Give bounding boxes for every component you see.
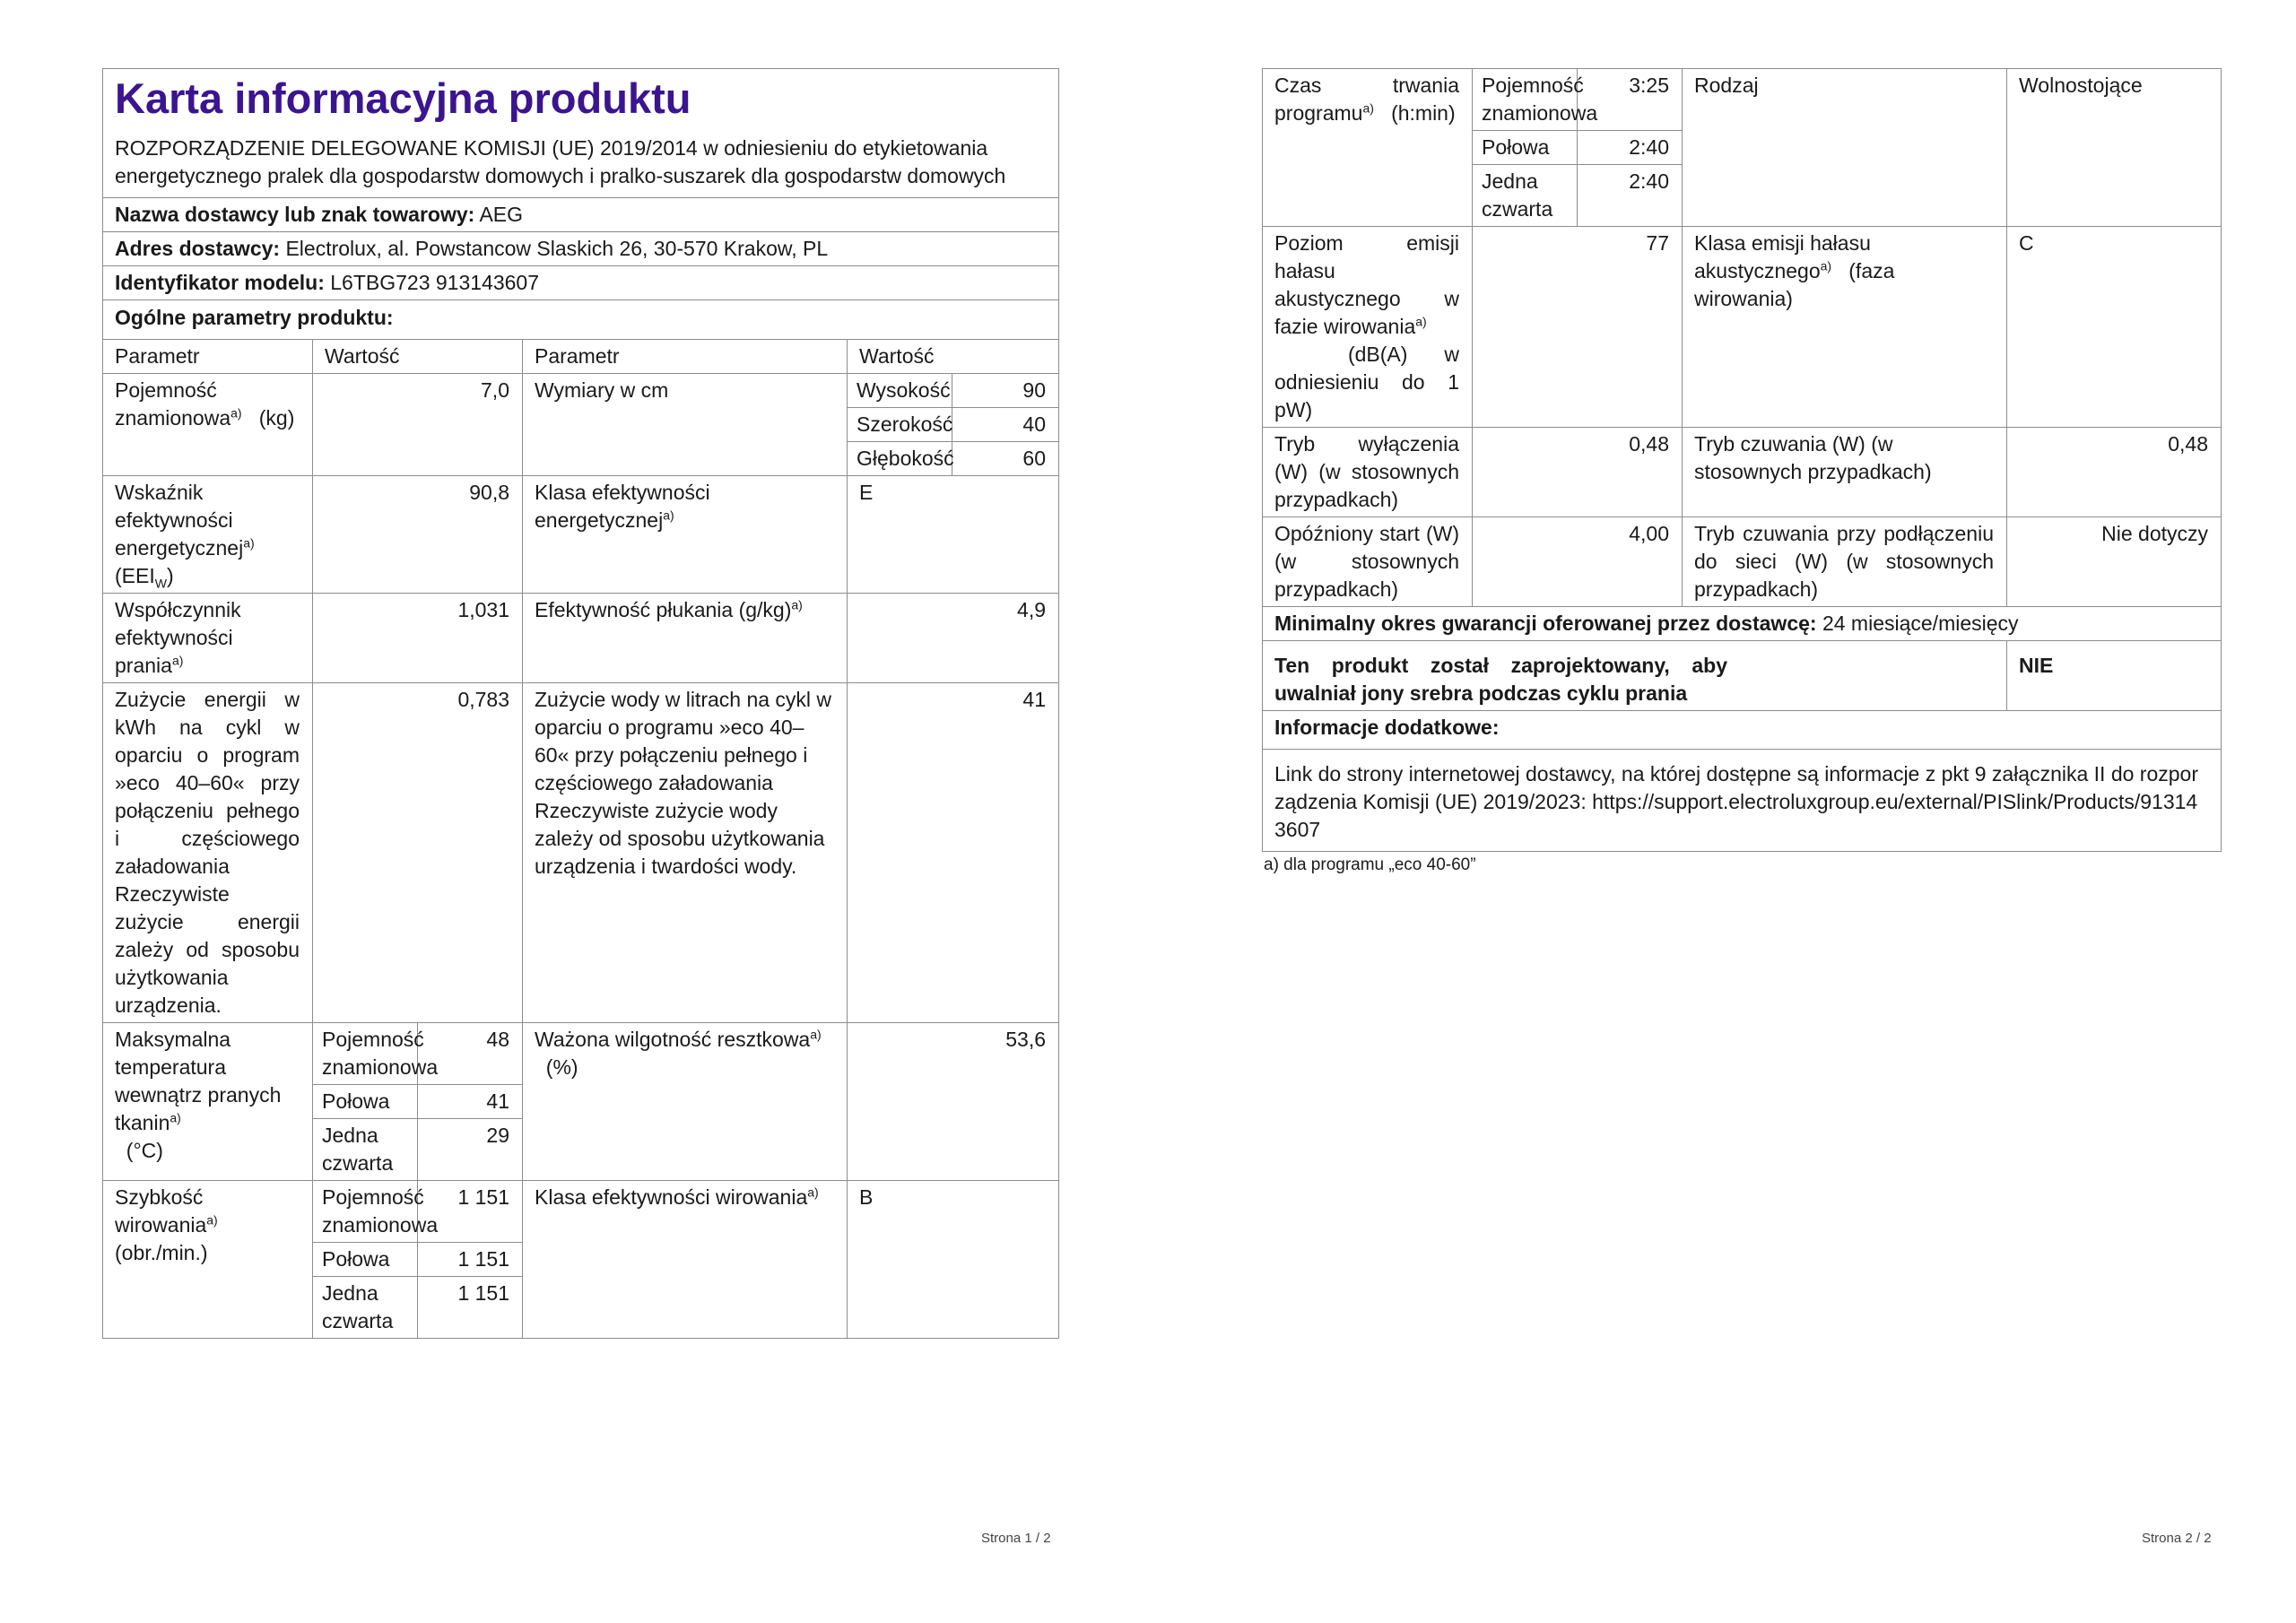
supplier-link-text: Link do strony internetowej dostawcy, na której dostępne są informacje z pkt 9 załącznika II do rozporządzenia Komisji (UE) 2019/2023: https://support.electroluxgroup.eu/external/PISlink/Products/913143607 (1263, 750, 2222, 852)
spin-full-value: 1 151 (418, 1181, 523, 1243)
model-label: Identyfikator modelu: (115, 271, 325, 294)
dimensions-label: Wymiary w cm (523, 374, 848, 476)
page-2 (1262, 68, 2221, 875)
max-temp-load-full: Pojemność znamionowa (313, 1023, 418, 1085)
regulation-text: ROZPORZĄDZENIE DELEGOWANE KOMISJI (UE) 2019/2014 w odniesieniu do etykietowania energetycznego pralek dla gospodarstw domowych i pralko-suszarek dla gospodarstw domowych (115, 136, 1006, 187)
address-value: Electrolux, al. Powstancow Slaskich 26, 30-570 Krakow, PL (285, 237, 829, 260)
depth-value: 60 (952, 442, 1059, 476)
header-cell (103, 69, 1059, 198)
product-info-table (102, 68, 1059, 1339)
warranty-label: Minimalny okres gwarancji oferowanej przez dostawcę: (1274, 612, 1817, 635)
type-value: Wolnostojące (2007, 69, 2222, 227)
spin-quarter-value: 1 151 (418, 1277, 523, 1339)
duration-full-value: 3:25 (1578, 69, 1683, 131)
capacity-label: Pojemność znamionowa$^{a)}$ (kg) (103, 374, 313, 476)
duration-label: Czas trwania programu$^{a)}$ (h:min) (1263, 69, 1473, 227)
duration-load-full: Pojemność znamionowa (1473, 69, 1578, 131)
supplier-row (103, 198, 1059, 232)
eei-label: Wskaźnik efektywności energetycznej$^{a)}$ $(EEI_W)$ (103, 476, 313, 594)
water-consumption-label: Zużycie wody w litrach na cykl w oparciu o programu »eco 40–60« przy połączeniu pełnego i częściowego załadowania Rzeczywiste zużycie wody zależy od sposobu użytkowania urządzenia i twardości wody. (523, 683, 848, 1023)
max-temp-half-value: 41 (418, 1085, 523, 1119)
energy-class-label: Klasa efektywności energetycznej$^{a)}$ (523, 476, 848, 594)
spin-speed-label: Szybkość wirowania$^{a)}$ (obr./min.) (103, 1181, 313, 1339)
spin-load-quarter: Jedna czwarta (313, 1277, 418, 1339)
height-value: 90 (952, 374, 1059, 408)
max-temp-label: Maksymalna temperatura wewnątrz pranych tkanin$^{a)}$ (°C) (103, 1023, 313, 1181)
supplier-label: Nazwa dostawcy lub znak towarowy: (115, 203, 475, 226)
rinse-efficiency-label: Efektywność płukania $(g/kg)^{a)}$ (523, 594, 848, 683)
max-temp-full-value: 48 (418, 1023, 523, 1085)
address-label: Adres dostawcy: (115, 237, 281, 260)
network-standby-label: Tryb czuwania przy podłączeniu do sieci (W) (w stosownych przypadkach) (1683, 517, 2007, 607)
water-consumption-value: 41 (848, 683, 1059, 1023)
spin-load-full: Pojemność znamionowa (313, 1181, 418, 1243)
max-temp-load-half: Połowa (313, 1085, 418, 1119)
model-row (103, 266, 1059, 300)
max-temp-load-quarter: Jedna czwarta (313, 1119, 418, 1181)
off-mode-label: Tryb wyłączenia (W) (w stosownych przypadkach) (1263, 428, 1473, 517)
page-1-footer: Strona 1 / 2 (981, 1531, 1051, 1546)
noise-label: Poziom emisji hałasu akustycznego w fazie wirowania$^{a)}$ (dB(A) w odniesieniu do 1 pW) (1263, 227, 1473, 428)
duration-load-quarter: Jedna czwarta (1473, 165, 1578, 227)
humidity-label: Ważona wilgotność resztkowa$^{a)}$ (%) (523, 1023, 848, 1181)
energy-class-value: E (848, 476, 1059, 594)
height-label: Wysokość (848, 374, 952, 408)
spin-class-value: B (848, 1181, 1059, 1339)
warranty-row (1263, 607, 2222, 641)
spin-class-label: Klasa efektywności wirowania$^{a)}$ (523, 1181, 848, 1339)
capacity-value: 7,0 (313, 374, 523, 476)
network-standby-value: Nie dotyczy (2007, 517, 2222, 607)
col-header-param-2: Parametr (523, 340, 848, 374)
page-2-footer: Strona 2 / 2 (2142, 1531, 2212, 1546)
noise-class-value: C (2007, 227, 2222, 428)
off-mode-value: 0,48 (1473, 428, 1683, 517)
additional-info-label: Informacje dodatkowe: (1263, 711, 2222, 750)
model-value: L6TBG723 913143607 (330, 271, 540, 294)
product-info-table-2 (1262, 68, 2222, 852)
supplier-value: AEG (479, 203, 524, 226)
noise-class-label: Klasa emisji hałasu akustycznego$^{a)}$ (faza wirowania) (1683, 227, 2007, 428)
width-value: 40 (952, 408, 1059, 442)
silver-ions-label: Ten produkt został zaprojektowany, aby uwalniał jony srebra podczas cyklu prania (1274, 654, 1727, 705)
noise-value: 77 (1473, 227, 1683, 428)
page-1 (102, 68, 1058, 1339)
standby-value: 0,48 (2007, 428, 2222, 517)
address-row (103, 232, 1059, 266)
delay-start-label: Opóźniony start (W) (w stosownych przypadkach) (1263, 517, 1473, 607)
eei-value: 90,8 (313, 476, 523, 594)
width-label: Szerokość (848, 408, 952, 442)
max-temp-quarter-value: 29 (418, 1119, 523, 1181)
footnote: a) dla programu „eco 40-60” (1264, 855, 1476, 874)
spin-half-value: 1 151 (418, 1243, 523, 1277)
duration-load-half: Połowa (1473, 131, 1578, 165)
duration-half-value: 2:40 (1578, 131, 1683, 165)
humidity-value: 53,6 (848, 1023, 1059, 1181)
spin-load-half: Połowa (313, 1243, 418, 1277)
standby-label: Tryb czuwania (W) (w stosownych przypadkach) (1683, 428, 2007, 517)
energy-consumption-label: Zużycie energii w kWh na cykl w oparciu o program »eco 40–60« przy połączeniu pełnego i częściowego załadowania Rzeczywiste zużycie energii zależy od sposobu użytkowania urządzenia. (103, 683, 313, 1023)
rinse-efficiency-value: 4,9 (848, 594, 1059, 683)
energy-consumption-value: 0,783 (313, 683, 523, 1023)
wash-efficiency-value: 1,031 (313, 594, 523, 683)
delay-start-value: 4,00 (1473, 517, 1683, 607)
col-header-param: Parametr (103, 340, 313, 374)
depth-label: Głębokość (848, 442, 952, 476)
page-title: Karta informacyjna produktu (115, 74, 691, 122)
duration-quarter-value: 2:40 (1578, 165, 1683, 227)
general-params-label: Ogólne parametry produktu: (103, 300, 1059, 340)
silver-ions-value: NIE (2007, 641, 2222, 711)
wash-efficiency-label: Współczynnik efektywności prania$^{a)}$ (103, 594, 313, 683)
col-header-value: Wartość (313, 340, 523, 374)
col-header-value-2: Wartość (848, 340, 1059, 374)
warranty-value: 24 miesiące/miesięcy (1822, 612, 2019, 635)
type-label: Rodzaj (1683, 69, 2007, 227)
